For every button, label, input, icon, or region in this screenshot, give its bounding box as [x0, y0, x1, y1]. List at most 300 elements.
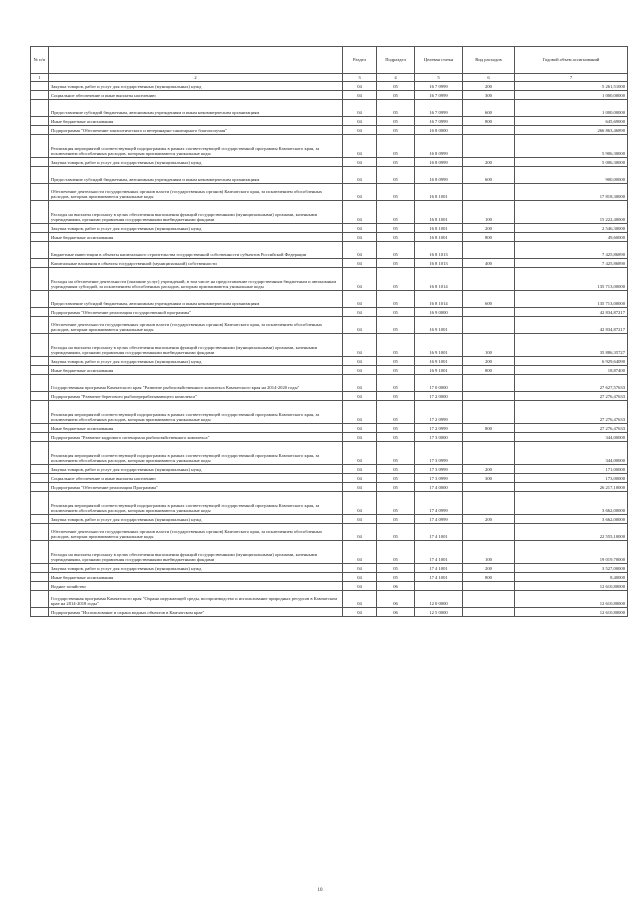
expense-name-cell: Реализация мероприятий соответствующей подпрограммы в рамках соответствующей государственной программы Камчатского края, за исключением обособленных расходов, которым присваиваются уникальные коды [49, 492, 343, 515]
target-article-cell: 16 8 0999 [415, 135, 463, 158]
expense-name-cell: Иные бюджетные ассигнования [49, 233, 343, 242]
amount-cell: 2 546,30000 [515, 224, 628, 233]
section-code-cell: 04 [343, 117, 377, 126]
expense-name-cell: Закупка товаров, работ и услуг для государственных (муниципальных) нужд [49, 465, 343, 474]
section-code-cell: 04 [343, 135, 377, 158]
amount-cell: 42 834,87217 [515, 317, 628, 334]
amount-cell: 15 222,40000 [515, 201, 628, 224]
section-code-cell: 04 [343, 100, 377, 117]
expense-kind-cell [463, 582, 515, 591]
row-number-cell [31, 126, 49, 135]
row-number-cell [31, 433, 49, 442]
target-article-cell: 17 4 0000 [415, 483, 463, 492]
row-number-cell [31, 334, 49, 357]
subsection-code-cell: 05 [377, 564, 415, 573]
expense-kind-cell: 200 [463, 158, 515, 167]
table-row [31, 259, 628, 268]
amount-cell: 5 006,30000 [515, 158, 628, 167]
target-article-cell: 17 3 0999 [415, 474, 463, 483]
subsection-code-cell: 05 [377, 392, 415, 401]
row-number-cell [31, 608, 49, 617]
section-code-cell: 04 [343, 233, 377, 242]
header-name [49, 47, 343, 74]
expense-name-cell: Расходы на выплаты персоналу в целях обеспечения выполнения функций государственными (муниципальными) органами, казенными учреждениями, органами управления государственными внебюджетными фондами [49, 334, 343, 357]
section-code-cell: 04 [343, 424, 377, 433]
expense-name-cell: Обеспечение деятельности государственных органов власти (государственных органов) Камчатского края, за исключением обособленных расходов, которым присваиваются уникальные коды [49, 317, 343, 334]
expense-kind-cell [463, 375, 515, 392]
section-code-cell: 04 [343, 184, 377, 201]
row-number-cell [31, 117, 49, 126]
expense-kind-cell [463, 392, 515, 401]
column-index: 6 [463, 74, 515, 82]
section-code-cell: 04 [343, 82, 377, 91]
section-code-cell: 04 [343, 91, 377, 100]
subsection-code-cell: 05 [377, 233, 415, 242]
expense-kind-cell: 800 [463, 366, 515, 375]
table-row [31, 357, 628, 366]
subsection-code-cell: 05 [377, 424, 415, 433]
table-row [31, 564, 628, 573]
table-row [31, 492, 628, 515]
amount-cell: 27 276,47633 [515, 392, 628, 401]
table-row [31, 573, 628, 582]
row-number-cell [31, 135, 49, 158]
table-row [31, 167, 628, 184]
expense-name-cell: Социальное обеспечение и иные выплаты населению [49, 91, 343, 100]
section-code-cell: 04 [343, 242, 377, 259]
amount-cell: 3 662,00000 [515, 515, 628, 524]
table-row [31, 233, 628, 242]
row-number-cell [31, 357, 49, 366]
row-number-cell [31, 492, 49, 515]
table-row [31, 541, 628, 564]
expense-kind-cell: 600 [463, 100, 515, 117]
target-article-cell: 17 0 0000 [415, 375, 463, 392]
expense-name-cell: Закупка товаров, работ и услуг для государственных (муниципальных) нужд [49, 564, 343, 573]
table-row [31, 401, 628, 424]
row-number-cell [31, 573, 49, 582]
subsection-code-cell: 06 [377, 608, 415, 617]
subsection-code-cell: 05 [377, 573, 415, 582]
amount-cell: 900,00000 [515, 167, 628, 184]
amount-cell: 645,69000 [515, 117, 628, 126]
row-number-cell [31, 564, 49, 573]
table-row [31, 433, 628, 442]
row-number-cell [31, 201, 49, 224]
section-code-cell: 04 [343, 317, 377, 334]
target-article-cell: 16 7 0999 [415, 100, 463, 117]
budget-sheet [30, 46, 627, 617]
header-article: Целевая статья [415, 47, 463, 74]
expense-kind-cell [463, 591, 515, 608]
target-article-cell: 16 8 1001 [415, 201, 463, 224]
section-code-cell: 04 [343, 375, 377, 392]
row-number-cell [31, 100, 49, 117]
amount-cell: 173,00000 [515, 474, 628, 483]
expense-name-cell: Иные бюджетные ассигнования [49, 117, 343, 126]
header-num: № п/п [31, 47, 49, 74]
row-number-cell [31, 317, 49, 334]
expense-name-cell: Расходы на обеспечение деятельности (оказание услуг) учреждений, в том числе на предоставление государственным бюджетным и автономным учреждениям субсидий, за исключением обособленных расходов, которым присваиваются уникальные коды [49, 268, 343, 291]
expense-kind-cell: 600 [463, 167, 515, 184]
table-row [31, 474, 628, 483]
target-article-cell: 17 4 1001 [415, 524, 463, 541]
section-code-cell: 04 [343, 291, 377, 308]
row-number-cell [31, 259, 49, 268]
expense-kind-cell: 100 [463, 334, 515, 357]
subsection-code-cell: 05 [377, 541, 415, 564]
target-article-cell: 16 9 1001 [415, 366, 463, 375]
expense-kind-cell: 300 [463, 91, 515, 100]
row-number-cell [31, 291, 49, 308]
expense-name-cell: Подпрограмма "Обеспечение реализации государственной программы" [49, 308, 343, 317]
table-row [31, 424, 628, 433]
expense-name-cell: Подпрограмма "Обеспечение эпизоотического и ветеринарно-санитарного благополучия" [49, 126, 343, 135]
section-code-cell: 04 [343, 224, 377, 233]
subsection-code-cell: 05 [377, 268, 415, 291]
expense-name-cell: Водное хозяйство [49, 582, 343, 591]
expense-kind-cell [463, 184, 515, 201]
section-code-cell: 04 [343, 126, 377, 135]
subsection-code-cell: 05 [377, 82, 415, 91]
subsection-code-cell: 05 [377, 91, 415, 100]
expense-name-cell: Обеспечение деятельности государственных органов власти (государственных органов) Камчатского края, за исключением обособленных расходов, которым присваиваются уникальные коды [49, 184, 343, 201]
section-code-cell: 04 [343, 259, 377, 268]
expense-name-cell: Социальное обеспечение и иные выплаты населению [49, 474, 343, 483]
section-code-cell: 04 [343, 541, 377, 564]
amount-cell: 12 610,80000 [515, 591, 628, 608]
amount-cell: 27 627,57633 [515, 375, 628, 392]
table-row [31, 375, 628, 392]
expense-name-cell: Закупка товаров, работ и услуг для государственных (муниципальных) нужд [49, 82, 343, 91]
subsection-code-cell: 05 [377, 334, 415, 357]
table-row [31, 442, 628, 465]
row-number-cell [31, 308, 49, 317]
table-row [31, 242, 628, 259]
expense-name-cell: Иные бюджетные ассигнования [49, 424, 343, 433]
amount-cell: 49,60000 [515, 233, 628, 242]
table-row [31, 135, 628, 158]
subsection-code-cell: 05 [377, 442, 415, 465]
expense-name-cell: Государственная программа Камчатского края "Развитие рыбохозяйственного комплекса Камчатского края на 2014-2020 годы" [49, 375, 343, 392]
expense-kind-cell [463, 401, 515, 424]
target-article-cell: 16 8 1001 [415, 224, 463, 233]
table-row [31, 582, 628, 591]
subsection-code-cell: 05 [377, 357, 415, 366]
row-number-cell [31, 442, 49, 465]
target-article-cell: 17 4 1001 [415, 541, 463, 564]
subsection-code-cell: 06 [377, 591, 415, 608]
section-code-cell: 04 [343, 201, 377, 224]
target-article-cell: 16 8 1001 [415, 184, 463, 201]
expense-kind-cell: 200 [463, 82, 515, 91]
amount-cell: 135 713,00000 [515, 268, 628, 291]
amount-cell: 3 527,00000 [515, 564, 628, 573]
expense-kind-cell: 600 [463, 291, 515, 308]
column-index: 7 [515, 74, 628, 82]
expense-kind-cell: 800 [463, 573, 515, 582]
subsection-code-cell: 05 [377, 201, 415, 224]
target-article-cell [415, 582, 463, 591]
amount-cell: 18,87400 [515, 366, 628, 375]
expense-name-cell: Закупка товаров, работ и услуг для государственных (муниципальных) нужд [49, 224, 343, 233]
subsection-code-cell: 05 [377, 224, 415, 233]
subsection-code-cell: 06 [377, 582, 415, 591]
header-subsection: Подраздел [377, 47, 415, 74]
subsection-code-cell: 05 [377, 483, 415, 492]
section-code-cell: 04 [343, 492, 377, 515]
target-article-cell: 16 8 0999 [415, 158, 463, 167]
table-row [31, 91, 628, 100]
row-number-cell [31, 424, 49, 433]
header-section: Раздел [343, 47, 377, 74]
section-code-cell: 04 [343, 442, 377, 465]
amount-cell: 171,00000 [515, 465, 628, 474]
table-row [31, 268, 628, 291]
expense-name-cell: Реализация мероприятий соответствующей подпрограммы в рамках соответствующей государственной программы Камчатского края, за исключением обособленных расходов, которым присваиваются уникальные коды [49, 401, 343, 424]
expense-name-cell: Закупка товаров, работ и услуг для государственных (муниципальных) нужд [49, 515, 343, 524]
table-row [31, 317, 628, 334]
section-code-cell: 04 [343, 401, 377, 424]
table-row [31, 483, 628, 492]
target-article-cell: 16 7 0999 [415, 91, 463, 100]
target-article-cell: 16 8 1013 [415, 242, 463, 259]
row-number-cell [31, 591, 49, 608]
subsection-code-cell: 05 [377, 308, 415, 317]
subsection-code-cell: 05 [377, 492, 415, 515]
expense-name-cell: Реализация мероприятий соответствующей подпрограммы в рамках соответствующей государственной программы Камчатского края, за исключением обособленных расходов, которым присваиваются уникальные коды [49, 135, 343, 158]
target-article-cell: 17 4 0999 [415, 492, 463, 515]
amount-cell: 35 886,35727 [515, 334, 628, 357]
table-row [31, 366, 628, 375]
expense-kind-cell: 100 [463, 201, 515, 224]
subsection-code-cell: 05 [377, 184, 415, 201]
target-article-cell: 16 8 1014 [415, 268, 463, 291]
expense-kind-cell: 200 [463, 465, 515, 474]
target-article-cell: 16 9 0000 [415, 308, 463, 317]
table-row [31, 201, 628, 224]
section-code-cell: 04 [343, 392, 377, 401]
table-row [31, 126, 628, 135]
table-row [31, 608, 628, 617]
table-row [31, 291, 628, 308]
header-kind: Вид расходов [463, 47, 515, 74]
expense-kind-cell [463, 126, 515, 135]
expense-name-cell: Реализация мероприятий соответствующей подпрограммы в рамках соответствующей государственной программы Камчатского края, за исключением обособленных расходов, которым присваиваются уникальные коды [49, 442, 343, 465]
subsection-code-cell: 05 [377, 126, 415, 135]
target-article-cell: 16 8 0000 [415, 126, 463, 135]
expense-kind-cell [463, 433, 515, 442]
table-row [31, 158, 628, 167]
column-index: 5 [415, 74, 463, 82]
row-number-cell [31, 268, 49, 291]
table-row [31, 392, 628, 401]
target-article-cell: 17 4 1001 [415, 564, 463, 573]
target-article-cell: 12 0 0000 [415, 591, 463, 608]
subsection-code-cell: 05 [377, 242, 415, 259]
section-code-cell: 04 [343, 515, 377, 524]
target-article-cell: 17 4 1001 [415, 573, 463, 582]
target-article-cell: 16 8 1001 [415, 233, 463, 242]
expense-kind-cell [463, 524, 515, 541]
section-code-cell: 04 [343, 573, 377, 582]
table-row [31, 184, 628, 201]
amount-cell: 19 019,70000 [515, 541, 628, 564]
table-row [31, 334, 628, 357]
row-number-cell [31, 158, 49, 167]
section-code-cell: 04 [343, 158, 377, 167]
table-row [31, 515, 628, 524]
row-number-cell [31, 366, 49, 375]
amount-cell: 344,00000 [515, 442, 628, 465]
target-article-cell: 16 7 0999 [415, 82, 463, 91]
expense-name-cell: Иные бюджетные ассигнования [49, 573, 343, 582]
expense-name-cell: Подпрограмма "Использование и охрана водных объектов в Камчатском крае" [49, 608, 343, 617]
target-article-cell: 16 8 1014 [415, 291, 463, 308]
section-code-cell: 04 [343, 465, 377, 474]
target-article-cell: 17 3 0000 [415, 433, 463, 442]
expense-name-cell: Предоставление субсидий бюджетным, автономным учреждениям и иным некоммерческим организациям [49, 100, 343, 117]
section-code-cell: 04 [343, 366, 377, 375]
target-article-cell: 16 8 0999 [415, 167, 463, 184]
column-index-row [31, 74, 628, 82]
row-number-cell [31, 483, 49, 492]
subsection-code-cell: 05 [377, 158, 415, 167]
table-row [31, 591, 628, 608]
expense-name-cell: Иные бюджетные ассигнования [49, 366, 343, 375]
row-number-cell [31, 82, 49, 91]
expense-kind-cell [463, 268, 515, 291]
row-number-cell [31, 541, 49, 564]
target-article-cell: 16 7 0999 [415, 117, 463, 126]
target-article-cell: 16 9 1001 [415, 357, 463, 366]
section-code-cell: 04 [343, 564, 377, 573]
column-index: 4 [377, 74, 415, 82]
amount-cell: 7 425,86890 [515, 242, 628, 259]
budget-table [30, 46, 628, 617]
expense-name-cell: Предоставление субсидий бюджетным, автономным учреждениям и иным некоммерческим организациям [49, 167, 343, 184]
amount-cell: 266 863,46890 [515, 126, 628, 135]
subsection-code-cell: 05 [377, 375, 415, 392]
expense-kind-cell [463, 483, 515, 492]
expense-kind-cell: 800 [463, 424, 515, 433]
target-article-cell: 17 3 0999 [415, 465, 463, 474]
row-number-cell [31, 465, 49, 474]
column-index: 3 [343, 74, 377, 82]
subsection-code-cell: 05 [377, 317, 415, 334]
amount-cell: 1 000,00000 [515, 100, 628, 117]
subsection-code-cell: 05 [377, 433, 415, 442]
table-row [31, 465, 628, 474]
expense-kind-cell: 400 [463, 259, 515, 268]
table-row [31, 82, 628, 91]
subsection-code-cell: 05 [377, 117, 415, 126]
expense-name-cell: Бюджетные инвестиции в объекты капитального строительства государственной собственности субъектов Российской Федерации [49, 242, 343, 259]
amount-cell: 12 610,80000 [515, 582, 628, 591]
expense-name-cell: Закупка товаров, работ и услуг для государственных (муниципальных) нужд [49, 158, 343, 167]
subsection-code-cell: 05 [377, 100, 415, 117]
amount-cell: 3 662,00000 [515, 492, 628, 515]
expense-name-cell: Подпрограмма "Развитие кадрового потенциала рыбохозяйственного комплекса" [49, 433, 343, 442]
table-row [31, 117, 628, 126]
row-number-cell [31, 91, 49, 100]
page-number: 10 [317, 888, 323, 893]
subsection-code-cell: 05 [377, 259, 415, 268]
target-article-cell: 16 9 1001 [415, 334, 463, 357]
amount-cell: 42 834,87217 [515, 308, 628, 317]
table-row [31, 224, 628, 233]
section-code-cell: 04 [343, 474, 377, 483]
table-row [31, 524, 628, 541]
expense-kind-cell: 200 [463, 357, 515, 366]
section-code-cell: 04 [343, 608, 377, 617]
expense-name-cell: Подпрограмма "Обеспечение реализации Программы" [49, 483, 343, 492]
row-number-cell [31, 224, 49, 233]
table-header-row [31, 47, 628, 74]
expense-name-cell: Капитальные вложения в объекты государственной (муниципальной) собственности [49, 259, 343, 268]
subsection-code-cell: 05 [377, 366, 415, 375]
subsection-code-cell: 05 [377, 291, 415, 308]
target-article-cell: 17 2 0000 [415, 392, 463, 401]
amount-cell: 26 217,10000 [515, 483, 628, 492]
expense-name-cell: Закупка товаров, работ и услуг для государственных (муниципальных) нужд [49, 357, 343, 366]
section-code-cell: 04 [343, 268, 377, 291]
amount-cell: 6 929,64090 [515, 357, 628, 366]
amount-cell: 22 555,10000 [515, 524, 628, 541]
section-code-cell: 04 [343, 334, 377, 357]
expense-kind-cell [463, 442, 515, 465]
target-article-cell: 17 2 0999 [415, 424, 463, 433]
table-row [31, 100, 628, 117]
subsection-code-cell: 05 [377, 465, 415, 474]
target-article-cell: 16 8 1013 [415, 259, 463, 268]
table-row [31, 308, 628, 317]
expense-kind-cell: 800 [463, 117, 515, 126]
amount-cell: 17 818,30000 [515, 184, 628, 201]
expense-kind-cell [463, 135, 515, 158]
section-code-cell: 04 [343, 591, 377, 608]
subsection-code-cell: 05 [377, 474, 415, 483]
expense-name-cell: Предоставление субсидий бюджетным, автономным учреждениям и иным некоммерческим организациям [49, 291, 343, 308]
amount-cell: 1 000,00000 [515, 91, 628, 100]
column-index: 1 [31, 74, 49, 82]
expense-kind-cell [463, 608, 515, 617]
section-code-cell: 04 [343, 167, 377, 184]
row-number-cell [31, 401, 49, 424]
target-article-cell: 17 2 0999 [415, 401, 463, 424]
subsection-code-cell: 05 [377, 524, 415, 541]
header-amount: Годовой объем ассигнований [515, 47, 628, 74]
expense-kind-cell [463, 308, 515, 317]
amount-cell: 135 713,00000 [515, 291, 628, 308]
row-number-cell [31, 167, 49, 184]
subsection-code-cell: 05 [377, 515, 415, 524]
expense-kind-cell: 800 [463, 233, 515, 242]
row-number-cell [31, 524, 49, 541]
amount-cell: 8,40000 [515, 573, 628, 582]
expense-name-cell: Расходы на выплаты персоналу в целях обеспечения выполнения функций государственными (муниципальными) органами, казенными учреждениями, органами управления государственными внебюджетными фондами [49, 541, 343, 564]
expense-kind-cell: 200 [463, 564, 515, 573]
subsection-code-cell: 05 [377, 401, 415, 424]
row-number-cell [31, 233, 49, 242]
expense-kind-cell [463, 492, 515, 515]
expense-name-cell: Государственная программа Камчатского края "Охрана окружающей среды, воспроизводство и использование природных ресурсов в Камчатском крае на 2014-2018 годы" [49, 591, 343, 608]
expense-kind-cell [463, 242, 515, 259]
section-code-cell: 04 [343, 524, 377, 541]
target-article-cell: 12 5 0000 [415, 608, 463, 617]
target-article-cell: 17 4 0999 [415, 515, 463, 524]
row-number-cell [31, 474, 49, 483]
